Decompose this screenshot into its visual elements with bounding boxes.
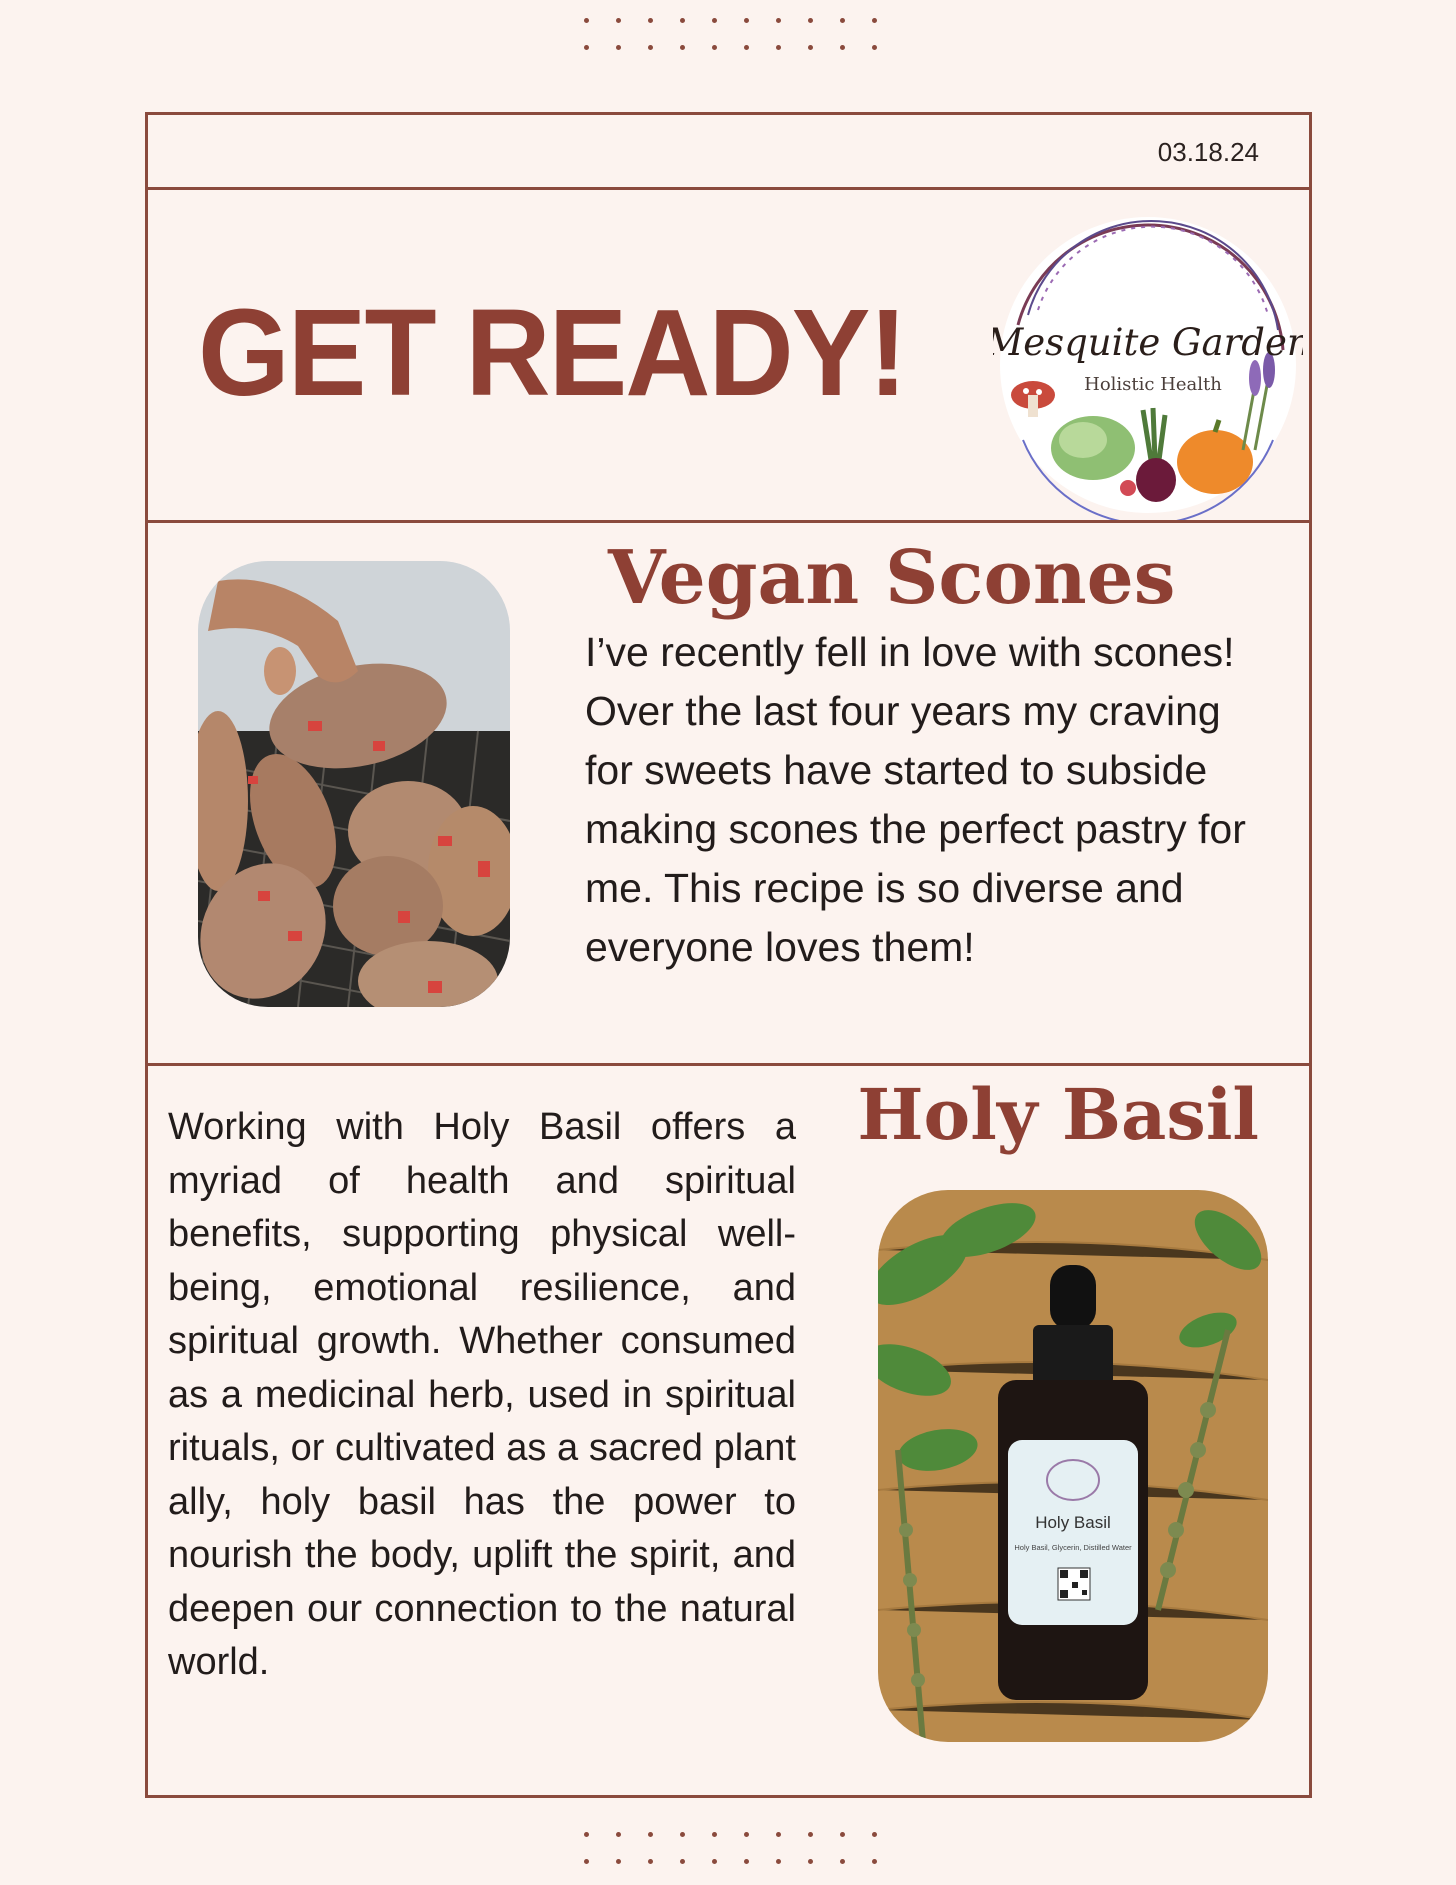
issue-date: 03.18.24: [1157, 137, 1259, 167]
bottle-label-name: Holy Basil: [1035, 1513, 1111, 1532]
holy-basil-title: Holy Basil: [857, 1073, 1259, 1156]
holy-basil-photo: [878, 1190, 1268, 1742]
bottle-label-ingredients: Holy Basil, Glycerin, Distilled Water: [1014, 1543, 1132, 1552]
scones-photo: [198, 561, 510, 1007]
decorative-dots-bottom: [570, 1832, 890, 1864]
decorative-dots-top: [570, 18, 890, 50]
page-title: GET READY!: [198, 283, 906, 423]
divider-line: [148, 187, 1309, 190]
logo-tagline: Holistic Health: [1084, 374, 1222, 395]
newsletter-frame: [145, 112, 1312, 1798]
divider-line: [148, 520, 1309, 523]
divider-line: [148, 1063, 1309, 1066]
vegan-scones-text: I’ve recently fell in love with scones! Over the last four years my craving for sweets have started to subside making scones the perfect pastry for me. This recipe is so diverse and everyone loves them!: [585, 629, 1246, 970]
holy-basil-text: Working with Holy Basil offers a myriad of health and spiritual benefits, supporting physical well-being, emotional resilience, and spiritual growth. Whether consumed as a medicinal herb, used in spiritual rituals, or cultivated as a sacred plant ally, holy basil has the power to nourish the body, uplift the spirit, and deepen our connection to the natural world.: [168, 1106, 796, 1683]
logo-brand-name: Mesquite Garden: [993, 321, 1303, 364]
brand-logo: [993, 210, 1303, 520]
vegan-scones-title: Vegan Scones: [608, 535, 1176, 621]
